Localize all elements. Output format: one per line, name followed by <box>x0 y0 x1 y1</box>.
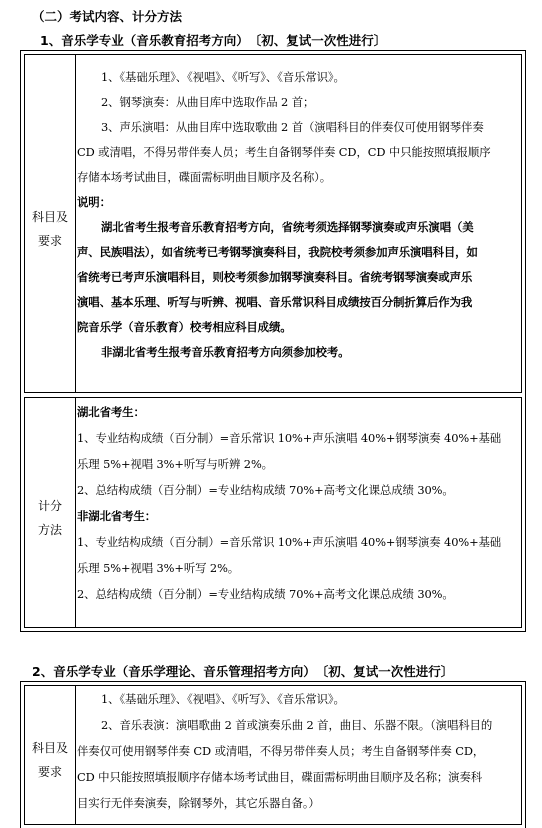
subjects-line: 1、《基础乐理》、《视唱》、《听写》、《音乐常识》。 <box>101 70 345 84</box>
major1-scoring-row <box>24 397 522 628</box>
subjects-line: 1、《基础乐理》、《视唱》、《听写》、《音乐常识》。 <box>101 692 345 706</box>
subjects-label-cell <box>25 686 76 824</box>
scoring-line: 1、专业结构成绩（百分制）=音乐常识 10%+声乐演唱 40%+钢琴演奏 40%+基础 <box>77 431 502 445</box>
major2-subjects-row <box>24 685 522 825</box>
scoring-label-line2: 方法 <box>37 523 62 537</box>
subjects-line: CD 或清唱，不得另带伴奏人员；考生自备钢琴伴奏 CD，CD 中只能按照填报顺序 <box>77 145 491 159</box>
major1-table <box>20 50 526 632</box>
note-line: 省统考已考声乐演唱科目，则校考须参加钢琴演奏科目。省统考钢琴演奏或声乐 <box>77 270 473 284</box>
subjects-line: 目实行无伴奏演奏，除钢琴外，其它乐器自备。） <box>77 796 320 810</box>
scoring-label-line1: 计分 <box>37 499 62 513</box>
subjects-label-line2: 要求 <box>37 234 62 248</box>
subjects-line: 2、音乐表演：演唱歌曲 2 首或演奏乐曲 2 首，曲目、乐器不限。（演唱科目的 <box>101 718 493 732</box>
subjects-line: CD 中只能按照填报顺序存储本场考试曲目，碟面需标明曲目顺序及名称；演奏科 <box>77 770 483 784</box>
major1-subjects-row <box>24 54 522 393</box>
major1-heading: 1、音乐学专业（音乐教育招考方向） 〔初、复试一次性进行〕 <box>40 33 387 48</box>
scoring-group-heading: 湖北省考生： <box>77 405 145 419</box>
section-title: （二）考试内容、计分方法 <box>32 9 183 24</box>
note-line: 声、民族唱法），如省统考已考钢琴演奏科目，我院校考须参加声乐演唱科目，如 <box>77 245 478 259</box>
major2-heading: 2、音乐学专业（音乐学理论、音乐管理招考方向） 〔初、复试一次性进行〕 <box>32 664 454 679</box>
subjects-label-line2: 要求 <box>37 765 62 779</box>
scoring-line: 乐理 5%+视唱 3%+听写 2%。 <box>77 561 240 575</box>
note-line: 演唱、基本乐理、听写与听辨、视唱、音乐常识科目成绩按百分制折算后作为我 <box>77 295 473 309</box>
subjects-line: 2、钢琴演奏：从曲目库中选取作品 2 首； <box>101 95 315 109</box>
note-line: 非湖北省考生报考音乐教育招考方向须参加校考。 <box>101 345 350 359</box>
note-line: 湖北省考生报考音乐教育招考方向，省统考须选择钢琴演奏或声乐演唱（美 <box>101 220 474 234</box>
major2-table <box>20 681 526 828</box>
note-line: 院音乐学（音乐教育）校考相应科目成绩。 <box>77 320 292 334</box>
subjects-label-line1: 科目及 <box>31 210 68 224</box>
note-heading: 说明： <box>77 195 111 209</box>
subjects-label-cell <box>25 55 76 392</box>
subjects-line: 存储本场考试曲目，碟面需标明曲目顺序及名称）。 <box>77 170 331 184</box>
scoring-line: 2、总结构成绩（百分制）=专业结构成绩 70%+高考文化课总成绩 30%。 <box>77 483 454 497</box>
scoring-label-cell <box>25 398 76 627</box>
subjects-line: 3、声乐演唱：从曲目库中选取歌曲 2 首（演唱科目的伴奏仅可使用钢琴伴奏 <box>101 120 484 134</box>
subjects-label-line1: 科目及 <box>31 741 68 755</box>
subjects-line: 伴奏仅可使用钢琴伴奏 CD 或清唱，不得另带伴奏人员；考生自备钢琴伴奏 CD， <box>77 744 485 758</box>
scoring-group-heading: 非湖北省考生： <box>77 509 157 523</box>
scoring-line: 1、专业结构成绩（百分制）=音乐常识 10%+声乐演唱 40%+钢琴演奏 40%+基础 <box>77 535 502 549</box>
scoring-line: 2、总结构成绩（百分制）=专业结构成绩 70%+高考文化课总成绩 30%。 <box>77 587 454 601</box>
scoring-line: 乐理 5%+视唱 3%+听写与听辨 2%。 <box>77 457 273 471</box>
